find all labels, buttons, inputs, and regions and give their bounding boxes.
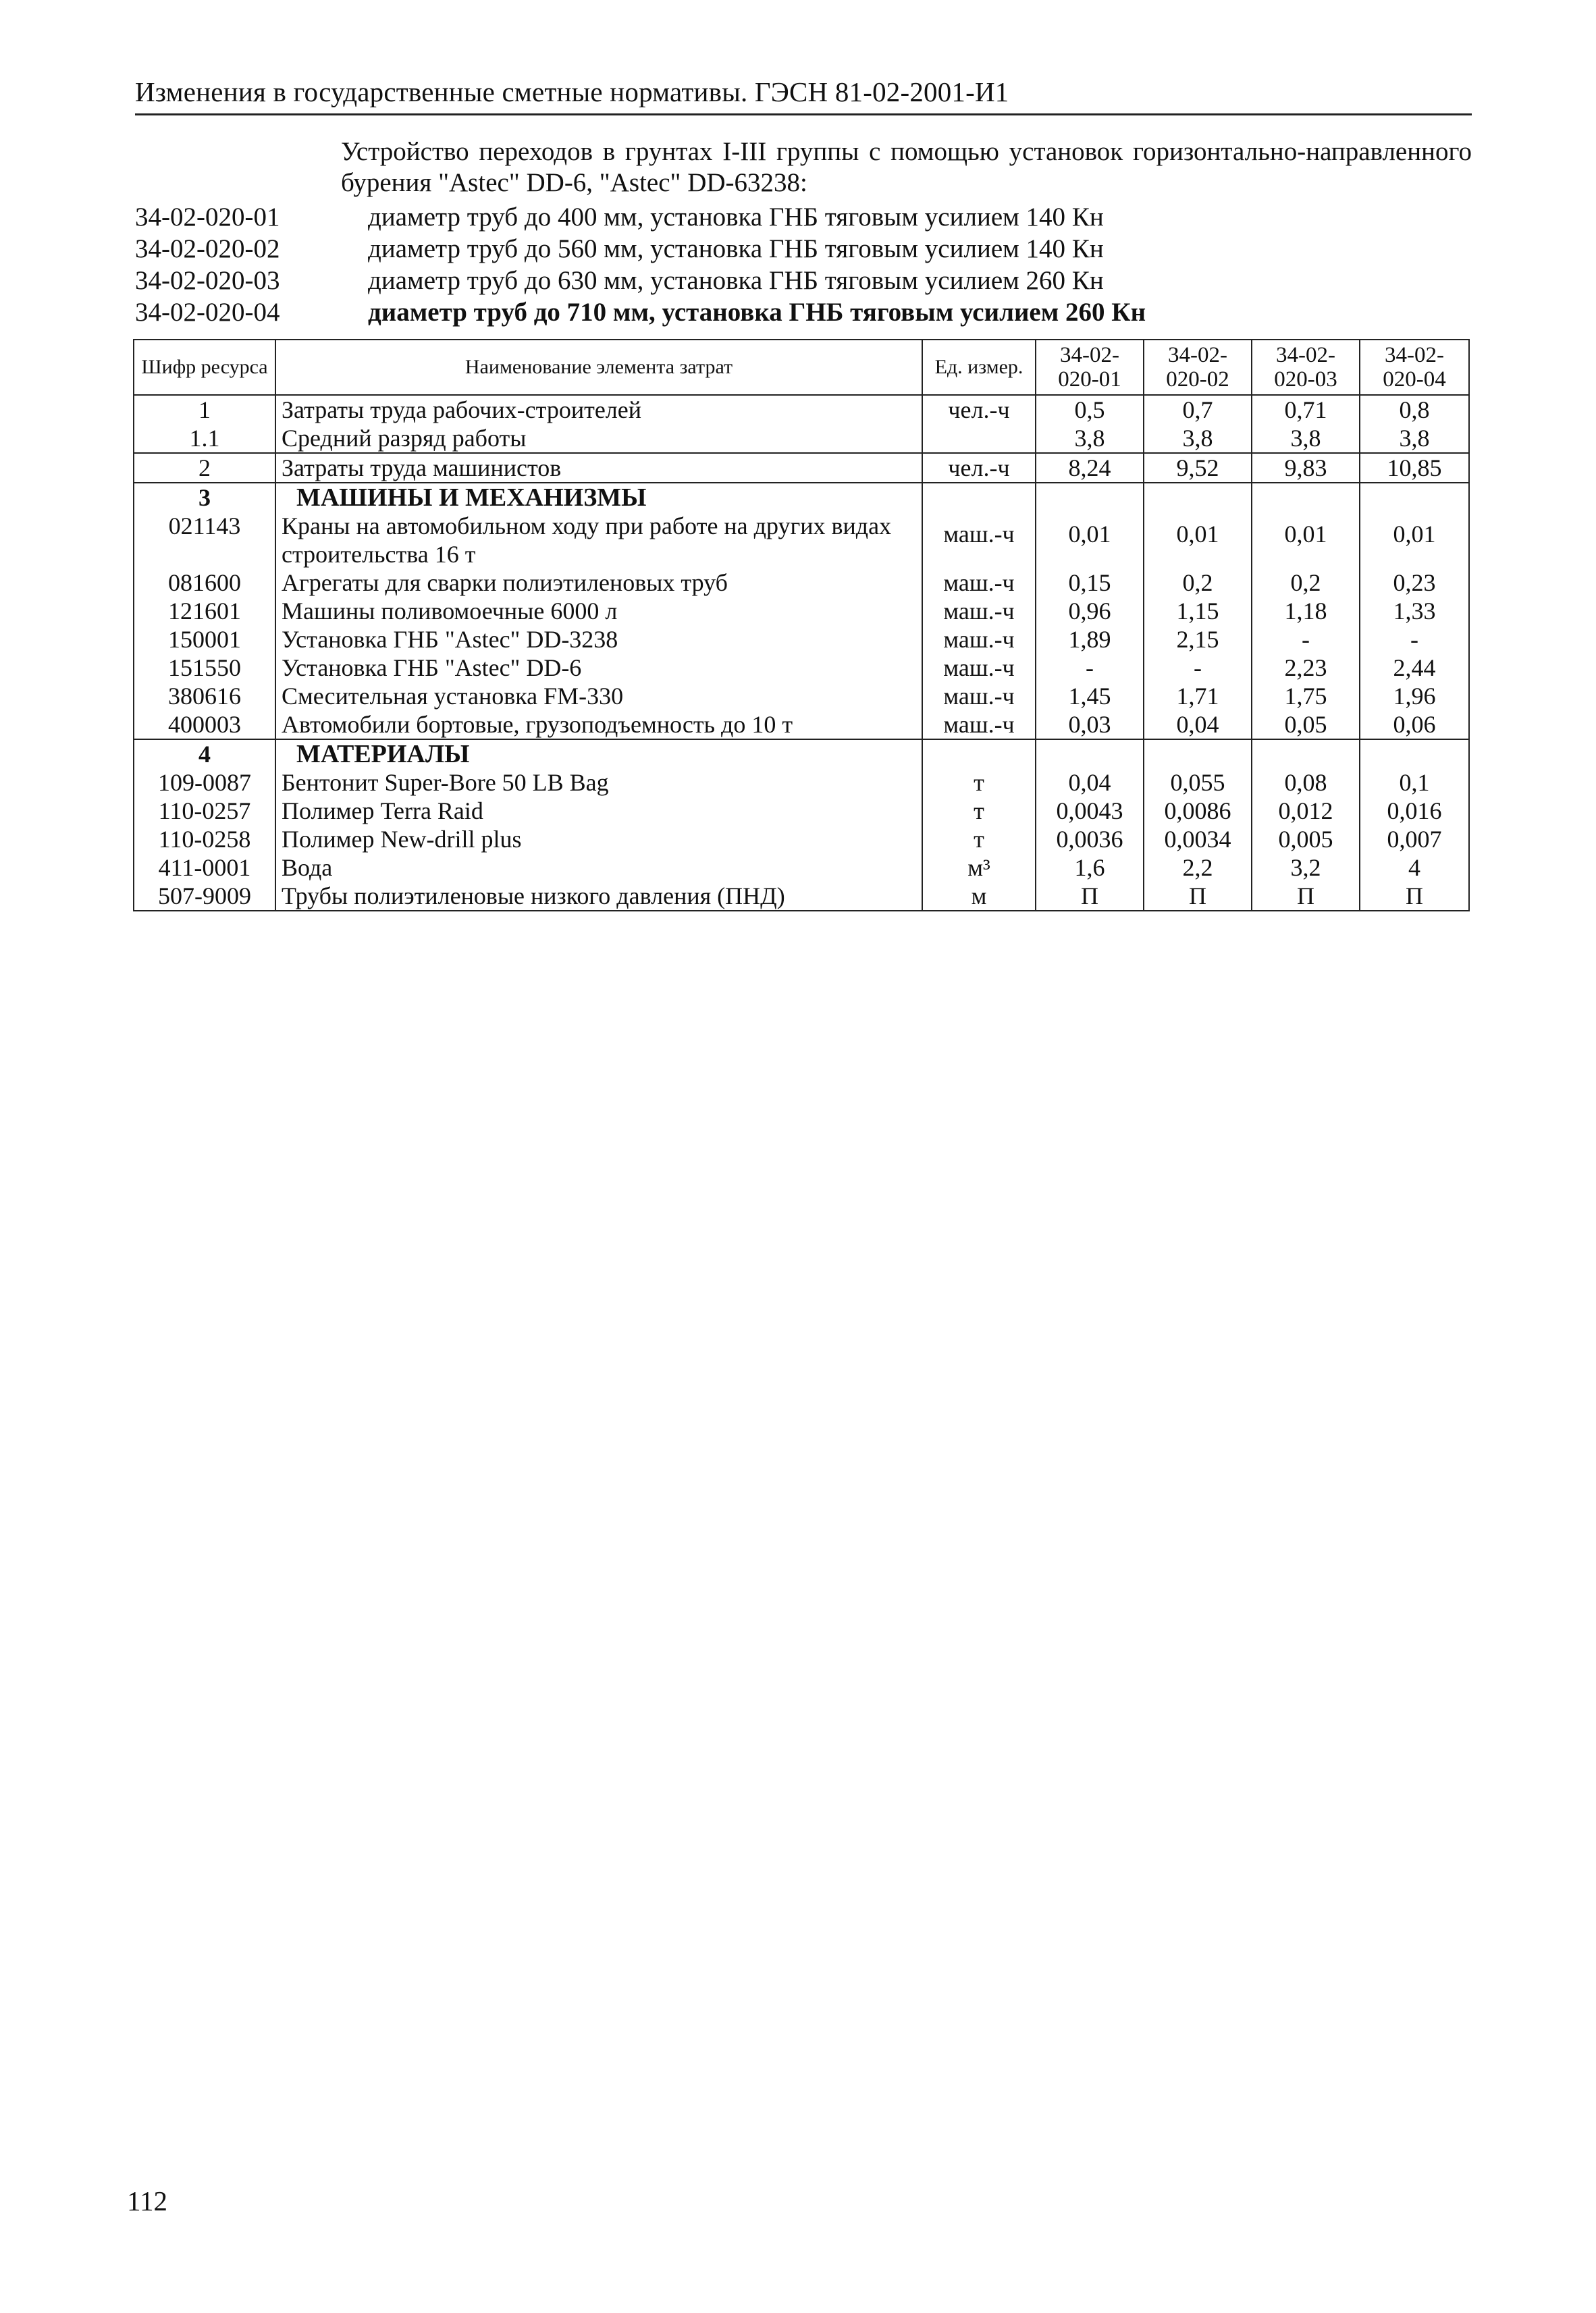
table-row [134, 853, 1469, 882]
cost-element-name-cell: Средний разряд работы [275, 424, 922, 453]
variant-list [135, 201, 1472, 328]
cost-element-name-cell: Трубы полиэтиленовые низкого давления (ПНД) [275, 882, 922, 911]
value-cell-020-02 [1144, 483, 1252, 512]
table-row [134, 424, 1469, 453]
resource-code-cell: 1.1 [134, 424, 275, 453]
value-cell-020-03: 0,08 [1252, 768, 1360, 797]
value-cell-020-03: 0,2 [1252, 568, 1360, 597]
value-cell-020-02: 0,7 [1144, 395, 1252, 424]
value-cell-020-01: 0,0043 [1036, 797, 1144, 825]
value-cell-020-02: 0,2 [1144, 568, 1252, 597]
table-row [134, 682, 1469, 710]
value-cell-020-01: 3,8 [1036, 424, 1144, 453]
value-cell-020-02: - [1144, 654, 1252, 682]
resource-code-cell: 380616 [134, 682, 275, 710]
section-intro: Устройство переходов в грунтах I-III группы с помощью установок горизонтально-направленного бурения "Astec" DD-6, "Astec" DD-63238: [341, 137, 1472, 197]
resource-code-cell: 081600 [134, 568, 275, 597]
section-row-materials [134, 739, 1469, 768]
variant-item [135, 201, 1472, 233]
page-number: 112 [127, 2185, 167, 2216]
value-cell-020-02: 2,2 [1144, 853, 1252, 882]
resource-code-cell: 110-0257 [134, 797, 275, 825]
value-cell-020-03: 0,005 [1252, 825, 1360, 853]
value-cell-020-01: 1,89 [1036, 625, 1144, 654]
cost-element-name-cell: МАТЕРИАЛЫ [275, 739, 922, 768]
resource-code-cell: 021143 [134, 512, 275, 568]
value-cell-020-02: 1,71 [1144, 682, 1252, 710]
value-cell-020-04: 4 [1360, 853, 1469, 882]
value-cell-020-01: 0,5 [1036, 395, 1144, 424]
header-col-01: 34-02- 020-01 [1036, 340, 1144, 395]
resource-code-cell: 150001 [134, 625, 275, 654]
cost-element-name-cell: Установка ГНБ "Astec" DD-3238 [275, 625, 922, 654]
value-cell-020-01: 0,01 [1036, 512, 1144, 568]
value-cell-020-01: - [1036, 654, 1144, 682]
variant-code: 34-02-020-04 [135, 298, 280, 327]
table-row [134, 654, 1469, 682]
cost-element-name-cell: Вода [275, 853, 922, 882]
header-code: Шифр ресурса [134, 340, 275, 395]
unit-cell: т [922, 768, 1036, 797]
value-cell-020-03: 9,83 [1252, 453, 1360, 483]
value-cell-020-04: 10,85 [1360, 453, 1469, 483]
table-row [134, 825, 1469, 853]
value-cell-020-03: 0,012 [1252, 797, 1360, 825]
cost-element-name-cell: Затраты труда рабочих-строителей [275, 395, 922, 424]
value-cell-020-04: 1,96 [1360, 682, 1469, 710]
value-cell-020-04: 0,01 [1360, 512, 1469, 568]
value-cell-020-02: 3,8 [1144, 424, 1252, 453]
value-cell-020-01: 0,0036 [1036, 825, 1144, 853]
resource-code-cell: 110-0258 [134, 825, 275, 853]
cost-element-name-cell: Агрегаты для сварки полиэтиленовых труб [275, 568, 922, 597]
header-col-03: 34-02- 020-03 [1252, 340, 1360, 395]
cost-element-name-cell: Затраты труда машинистов [275, 453, 922, 483]
value-cell-020-02: 0,01 [1144, 512, 1252, 568]
resource-code-cell: 400003 [134, 710, 275, 739]
value-cell-020-03: 3,2 [1252, 853, 1360, 882]
cost-element-name-cell: Установка ГНБ "Astec" DD-6 [275, 654, 922, 682]
variant-description: диаметр труб до 560 мм, установка ГНБ тяговым усилием 140 Кн [368, 234, 1104, 263]
value-cell-020-03: 1,75 [1252, 682, 1360, 710]
unit-cell: маш.-ч [922, 597, 1036, 625]
value-cell-020-03 [1252, 483, 1360, 512]
variant-description: диаметр труб до 630 мм, установка ГНБ тяговым усилием 260 Кн [368, 266, 1104, 295]
value-cell-020-03: - [1252, 625, 1360, 654]
variant-code: 34-02-020-03 [135, 266, 280, 295]
value-cell-020-04: 0,23 [1360, 568, 1469, 597]
table-row [134, 453, 1469, 483]
resource-code-cell: 4 [134, 739, 275, 768]
value-cell-020-03: 0,71 [1252, 395, 1360, 424]
page-header: Изменения в государственные сметные нормативы. ГЭСН 81-02-2001-И1 [135, 76, 1472, 115]
value-cell-020-04: 0,8 [1360, 395, 1469, 424]
value-cell-020-02 [1144, 739, 1252, 768]
value-cell-020-01: 0,96 [1036, 597, 1144, 625]
value-cell-020-03: 2,23 [1252, 654, 1360, 682]
value-cell-020-03 [1252, 739, 1360, 768]
header-col-02: 34-02- 020-02 [1144, 340, 1252, 395]
cost-element-name-cell: Автомобили бортовые, грузоподъемность до 10 т [275, 710, 922, 739]
value-cell-020-04: П [1360, 882, 1469, 911]
table-row [134, 625, 1469, 654]
value-cell-020-04: 2,44 [1360, 654, 1469, 682]
value-cell-020-04 [1360, 739, 1469, 768]
unit-cell: маш.-ч [922, 682, 1036, 710]
value-cell-020-02: 9,52 [1144, 453, 1252, 483]
unit-cell: маш.-ч [922, 568, 1036, 597]
resource-table [133, 339, 1470, 911]
value-cell-020-04: 0,007 [1360, 825, 1469, 853]
value-cell-020-01: 0,04 [1036, 768, 1144, 797]
value-cell-020-03: 0,01 [1252, 512, 1360, 568]
table-row [134, 710, 1469, 739]
value-cell-020-01: 1,45 [1036, 682, 1144, 710]
header-col-04: 34-02- 020-04 [1360, 340, 1469, 395]
value-cell-020-04 [1360, 483, 1469, 512]
value-cell-020-04: 0,1 [1360, 768, 1469, 797]
unit-cell [922, 483, 1036, 512]
unit-cell: м³ [922, 853, 1036, 882]
table-row [134, 797, 1469, 825]
resource-code-cell: 3 [134, 483, 275, 512]
value-cell-020-03: 1,18 [1252, 597, 1360, 625]
table-row [134, 395, 1469, 424]
header-name: Наименование элемента затрат [275, 340, 922, 395]
variant-item [135, 265, 1472, 296]
table-row [134, 768, 1469, 797]
variant-item [135, 233, 1472, 265]
value-cell-020-04: 0,016 [1360, 797, 1469, 825]
unit-cell: т [922, 797, 1036, 825]
value-cell-020-02: П [1144, 882, 1252, 911]
cost-element-name-cell: Машины поливомоечные 6000 л [275, 597, 922, 625]
value-cell-020-03: 3,8 [1252, 424, 1360, 453]
resource-code-cell: 109-0087 [134, 768, 275, 797]
variant-item [135, 296, 1472, 328]
unit-cell [922, 739, 1036, 768]
value-cell-020-02: 2,15 [1144, 625, 1252, 654]
value-cell-020-01: 0,03 [1036, 710, 1144, 739]
unit-cell [922, 424, 1036, 453]
unit-cell: маш.-ч [922, 710, 1036, 739]
table-row [134, 568, 1469, 597]
table-row [134, 512, 1469, 568]
resource-code-cell: 121601 [134, 597, 275, 625]
unit-cell: маш.-ч [922, 654, 1036, 682]
resource-code-cell: 151550 [134, 654, 275, 682]
value-cell-020-02: 0,0086 [1144, 797, 1252, 825]
value-cell-020-01 [1036, 483, 1144, 512]
value-cell-020-02: 0,055 [1144, 768, 1252, 797]
cost-element-name-cell: Полимер New-drill plus [275, 825, 922, 853]
unit-cell: чел.-ч [922, 453, 1036, 483]
value-cell-020-01: П [1036, 882, 1144, 911]
value-cell-020-01: 8,24 [1036, 453, 1144, 483]
value-cell-020-04: - [1360, 625, 1469, 654]
cost-element-name-cell: Бентонит Super-Bore 50 LB Bag [275, 768, 922, 797]
value-cell-020-04: 0,06 [1360, 710, 1469, 739]
value-cell-020-01 [1036, 739, 1144, 768]
variant-code: 34-02-020-02 [135, 234, 280, 263]
value-cell-020-02: 0,04 [1144, 710, 1252, 739]
unit-cell: маш.-ч [922, 512, 1036, 568]
variant-description: диаметр труб до 710 мм, установка ГНБ тяговым усилием 260 Кн [368, 298, 1146, 327]
unit-cell: чел.-ч [922, 395, 1036, 424]
value-cell-020-04: 1,33 [1360, 597, 1469, 625]
resource-code-cell: 411-0001 [134, 853, 275, 882]
resource-code-cell: 507-9009 [134, 882, 275, 911]
section-row-machines [134, 483, 1469, 512]
value-cell-020-03: П [1252, 882, 1360, 911]
unit-cell: т [922, 825, 1036, 853]
value-cell-020-04: 3,8 [1360, 424, 1469, 453]
header-unit: Ед. измер. [922, 340, 1036, 395]
unit-cell: маш.-ч [922, 625, 1036, 654]
resource-code-cell: 2 [134, 453, 275, 483]
value-cell-020-01: 0,15 [1036, 568, 1144, 597]
unit-cell: м [922, 882, 1036, 911]
cost-element-name-cell: Смесительная установка FM-330 [275, 682, 922, 710]
table-row [134, 882, 1469, 911]
variant-code: 34-02-020-01 [135, 203, 280, 232]
resource-code-cell: 1 [134, 395, 275, 424]
cost-element-name-cell: Полимер Terra Raid [275, 797, 922, 825]
value-cell-020-01: 1,6 [1036, 853, 1144, 882]
value-cell-020-03: 0,05 [1252, 710, 1360, 739]
value-cell-020-02: 1,15 [1144, 597, 1252, 625]
cost-element-name-cell: МАШИНЫ И МЕХАНИЗМЫ [275, 483, 922, 512]
variant-description: диаметр труб до 400 мм, установка ГНБ тяговым усилием 140 Кн [368, 203, 1104, 232]
cost-element-name-cell: Краны на автомобильном ходу при работе на других видах строительства 16 т [275, 512, 922, 568]
value-cell-020-02: 0,0034 [1144, 825, 1252, 853]
table-header-row [134, 340, 1469, 395]
table-row [134, 597, 1469, 625]
